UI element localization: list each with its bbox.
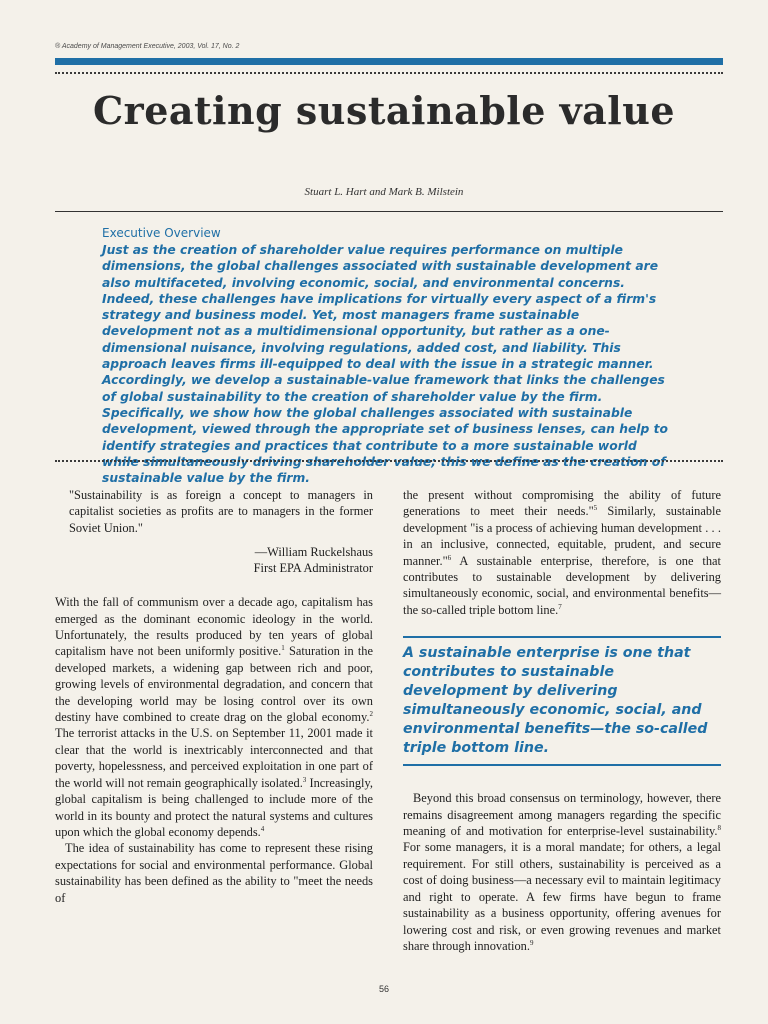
footnote-ref: 7 — [558, 602, 562, 611]
footnote-ref: 6 — [447, 553, 452, 562]
footnote-ref: 8 — [717, 823, 721, 832]
article-authors: Stuart L. Hart and Mark B. Milstein — [304, 186, 464, 198]
body-text: Saturation in the developed markets, a widening gap between rich and poor, growing levels of environmental degradation, and concern that the developing world may be losing control over its own destiny have combined to create drag on the global economy. — [55, 644, 373, 725]
article-title: Creating sustainable value — [92, 88, 676, 133]
journal-citation: ® Academy of Management Executive, 2003, Vol. 17, No. 2 — [55, 43, 240, 50]
epigraph-attribution — [55, 544, 373, 576]
pull-quote-text: A sustainable enterprise is one that contributes to sustainable development by delivering simultaneously economic, social, and environmental benefits—the so-called triple bottom line. — [403, 645, 708, 757]
page-number: 56 — [378, 984, 389, 994]
header-dotted-rule — [55, 72, 723, 74]
pull-quote — [403, 636, 721, 766]
body-text: Beyond this broad consensus on terminology, however, there remains disagreement among managers regarding the specific meaning of and motivation for enterprise-level sustainability. — [403, 791, 721, 839]
overview-dotted-rule — [55, 460, 723, 462]
attribution-name: —William Ruckelshaus — [254, 545, 373, 560]
overview-abstract: Just as the creation of shareholder value requires performance on multiple dimensions, the global challenges associated with sustainable development are also multifaceted, involving economic, social, and environmental concerns. Indeed, these challenges have implications for virtually every aspect of a firm's strategy and business model. Yet, most managers frame sustainable development not as a multidimensional opportunity, but rather as a one-dimensional nuisance, involving regulations, added cost, and liability. This approach leaves firms ill-equipped to deal with the issue in a strategic manner. Accordingly, we develop a sustainable-value framework that links the challenges of global sustainability to the creation of shareholder value by the firm. Specifically, we show how the global challenges associated with sustainable development, viewed through the appropriate set of business lenses, can help to identify strategies and practices that contribute to a more sustainable world while simultaneously driving shareholder value; this we define as the creation of sustainable value by the firm. — [102, 243, 668, 486]
footnote-ref: 9 — [529, 938, 534, 947]
body-text: Increasingly, global capitalism is being challenged to include more of the world in its bounty and protect the natural systems and cultures upon which the global economy depends. — [55, 775, 373, 839]
epigraph-quote: "Sustainability is as foreign a concept to managers in capitalist societies as profits are to managers in the former Soviet Union." — [69, 488, 373, 535]
body-text: Similarly, sustainable development "is a process of achieving human development . . . in an inclusive, connected, equitable, prudent, and secure manner." — [403, 504, 721, 568]
footnote-ref: 3 — [302, 775, 307, 784]
body-paragraph-4 — [403, 790, 721, 954]
attribution-title: First EPA Administrator — [253, 561, 373, 576]
authors-divider — [55, 211, 723, 212]
body-paragraph-1 — [55, 594, 373, 840]
footnote-ref: 1 — [281, 644, 285, 653]
footnote-ref: 4 — [260, 824, 265, 833]
body-paragraph-2: The idea of sustainability has come to represent these rising expectations for social and environmental performance. Global sustainability has been defined as the ability to "meet the needs of — [55, 841, 373, 905]
header-color-rule — [55, 58, 723, 65]
left-column — [55, 487, 373, 906]
footnote-ref: 2 — [369, 709, 373, 718]
body-text: A sustainable enterprise, therefore, is one that contributes to sustainable development by delivering simultaneously economic, social, and environmental benefits—the so-called triple bottom line. — [403, 553, 721, 617]
body-paragraph-3 — [403, 487, 721, 618]
body-text: For some managers, it is a moral mandate; for others, a legal requirement. For still others, sustainability is perceived as a cost of doing business—a necessary evil to maintain legitimacy and right to operate. A few firms have begun to frame sustainability as a business opportunity, offering avenues for lowering cost and risk, or even growing revenues and market share through innovation. — [403, 840, 721, 953]
right-column — [403, 487, 721, 954]
body-text: the present without compromising the ability of future generations to meet their needs." — [403, 488, 721, 519]
body-text: The terrorist attacks in the U.S. on September 11, 2001 made it clear that the world is inextricably interconnected and that poverty, hopelessness, and perceived exploitation in one part of the world will not remain geographically isolated. — [55, 726, 373, 790]
overview-heading: Executive Overview — [102, 226, 221, 240]
body-text: With the fall of communism over a decade ago, capitalism has emerged as the dominant economic ideology in the world. Unfortunately, the results produced by ten years of global capitalism have not been uniformly positive. — [55, 595, 373, 659]
footnote-ref: 5 — [593, 504, 598, 513]
